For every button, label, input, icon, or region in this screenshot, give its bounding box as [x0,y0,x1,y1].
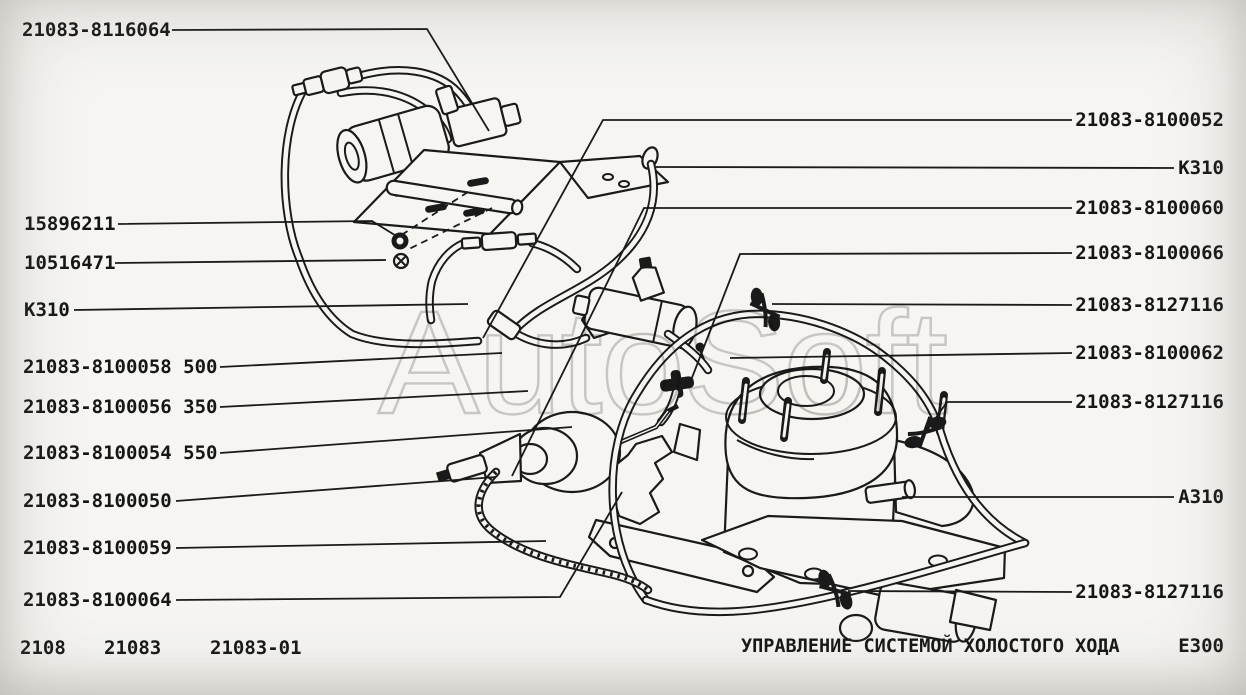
label-21083-8100058: 21083-8100058 500 [23,356,218,378]
label-21083-8100056: 21083-8100056 350 [23,396,218,418]
model-code-21083: 21083 [104,637,162,659]
leader-line [176,477,496,501]
label-10516471: 10516471 [24,252,116,274]
leader-line [928,402,1072,429]
leader-line [176,541,546,548]
hose-union [462,231,537,252]
label-15896211: 15896211 [24,213,116,235]
label-21083-8100060: 21083-8100060 [1075,197,1224,219]
label-k310-left: К310 [24,299,70,321]
model-code-21083-01: 21083-01 [210,637,302,659]
label-21083-8127116-a: 21083-8127116 [1075,294,1224,316]
label-21083-8100059: 21083-8100059 [23,537,172,559]
drawing-caption: УПРАВЛЕНИЕ СИСТЕМОЙ ХОЛОСТОГО ХОДА [741,636,1120,657]
leader-line [656,167,1174,168]
label-21083-8100066: 21083-8100066 [1075,242,1224,264]
label-21083-8127116-c: 21083-8127116 [1075,581,1224,603]
screw-10516471 [394,254,408,268]
valve-connector [446,93,523,147]
leader-line [848,591,1072,592]
label-21083-8127116-b: 21083-8127116 [1075,391,1224,413]
label-21083-8100050: 21083-8100050 [23,490,172,512]
label-k310-right: К310 [1178,157,1224,179]
leader-line [118,221,398,237]
label-21083-8100052: 21083-8100052 [1075,109,1224,131]
label-21083-8100064: 21083-8100064 [23,589,172,611]
label-21083-8100062: 21083-8100062 [1075,342,1224,364]
leader-line [115,260,386,263]
sheet-code: Е300 [1178,635,1224,657]
label-a310: А310 [1178,486,1224,508]
label-21083-8100054: 21083-8100054 550 [23,442,218,464]
label-21083-8116064: 21083-8116064 [22,19,171,41]
watermark: AutoSoft [378,281,948,445]
model-code-2108: 2108 [20,637,66,659]
